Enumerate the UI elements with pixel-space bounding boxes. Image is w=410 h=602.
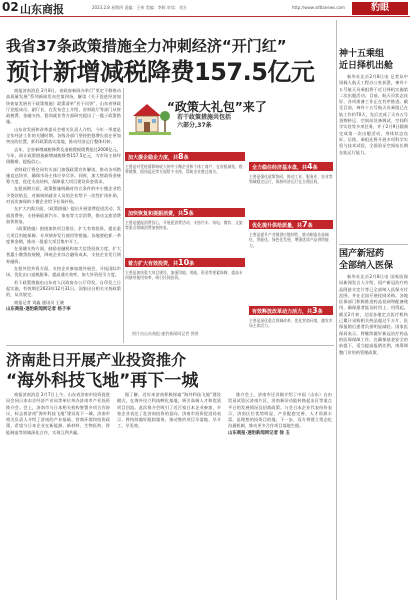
side-divider	[336, 20, 337, 600]
paper-name: 山东商报	[20, 3, 64, 16]
side-story-1-title: 神十五乘组 近日择机出舱	[339, 49, 394, 71]
date-line: 2023.2.8 星期四 责编：王伟 美编：李辉 审读：刘方	[92, 5, 187, 10]
second-byline: 山东商报·速豹新闻网记者 徐 玉	[228, 430, 290, 436]
house-tree-illustration	[129, 94, 171, 136]
body-paragraph: 去年，全省新增减税降费及退税缓税缓费超过2000亿元。今年，预计政策措施新增减税降费157.5亿元，为市场主体纾困解难、提振信心。	[6, 146, 121, 165]
policy-item-4-text: 主要是提升产业链供应链韧性，推动制造业高端化、智能化、绿色化发展，增强优质产品供给能力。	[249, 232, 329, 248]
side-story-1-body: 新华社北京2月8日电 记者从中国载人航天工程办公室获悉，神舟十五号航天员乘组将于近日择机实施第二次出舱活动。目前，航天员状态良好，各项准备工作正在有序推进。截至目前，神舟十五号航天员乘组已在轨工作约70天，先后完成了天舟五号货物转运、空间站设备调试、空间科学实验等多项任务，并于2月9日圆满完成第一次出舱活动，身体状态良好。后续，乘组还将开展多项科学实验与技术试验，全面验证空间站长期在轨运行能力。	[339, 74, 408, 155]
body-paragraph: 省财政厅将会同有关部门加强政策宣传解读，推动各项措施直达快享，确保市场主体应享尽享。同时，加大财政资金统筹力度，优化支出结构，保障重大项目建设资金需求。	[6, 166, 121, 185]
second-story-col1: 商报济南消息 2月7日上午，山东省济南市投资促进局会同日本东京经济产业局等单位举办济南市产业投资推介会。会上，济南市与日本相关机构签署多项合作协议，标志着济南“海外科技飞地”建设再下一城。济南市相关负责人介绍了济南的产业基础、营商环境和投资政策，希望与日本企业在新能源、新材料、生物医药、智能制造等领域深化合作，实现互利共赢。	[6, 392, 110, 435]
second-story-col2: 据了解，近年来济南积极探索“海外科技飞地”建设模式，在海外设立科技孵化基地，吸引高端人才和优质项目回流。此次推介会吸引了近百家日本企业参加，多家企业表达了赴济南投资的意向。济南市投资促进局表示，将持续做好跟踪服务，推动签约项目早落地、早开工、早见效。	[117, 392, 221, 429]
infographic-subtitle: 若干政策措施共包括 六部分,37条	[177, 114, 232, 129]
policy-item-2: 全力稳住经济基本盘，共4条	[249, 162, 333, 171]
side-story-2-title: 国产新冠药 全部纳入医保	[339, 249, 394, 271]
second-kicker: 济南赴日开展产业投资推介	[6, 351, 187, 369]
body-paragraph: 若干政策措施由山东省人民政府办公厅印发，自印发之日起实施，有效期至2023年12月31日。国家出台相关支持政策的，从其规定。	[6, 279, 121, 298]
body-paragraph: 商报记者 刘鑫 通讯员 王晓	[14, 299, 65, 305]
lead-byline: 山东商报·速豹新闻网记者 杨子李	[6, 306, 71, 312]
body-paragraph: 在扩大内需方面，《政策措施》提出开展消费促进活动，发放消费券，支持新能源汽车、家电等大宗消费，推动文旅消费加快恢复。	[6, 206, 121, 224]
lead-headline: 预计新增减税降费157.5亿元	[6, 58, 315, 86]
policy-item-5-text: 主要是加快重大项目建设，加强用地、用能、资金等要素保障，提高专项债券使用效率，吸引民间投资。	[125, 270, 243, 281]
site-url[interactable]: http://www.sdtlanews.com	[292, 5, 345, 10]
policy-item-5: 着力扩大有效投资，共10条	[125, 258, 245, 267]
column-divider	[123, 88, 124, 343]
section-stamp: 豹眼	[352, 2, 408, 15]
body-paragraph: 在稳预期方面，政策措施明确对符合条件的中小微企业给予贷款贴息，对新吸纳就业人员的企业给予一次性扩岗补助。对首次参保的小微企业给予社保补贴。	[6, 186, 121, 205]
infographic-caption: 图片由山东商报·速豹新闻网记者 供图	[132, 331, 199, 336]
policy-item-6-text: 主要是深化重点领域改革，优化营商环境，激发市场主体活力。	[249, 318, 333, 329]
second-story-col3: 推介会上，济南市还详细介绍了中国（山东）自由贸易试验区济南片区、济南新旧动能转换起步区等重点平台的发展情况及招商政策。与会日本企业代表纷纷表示，济南区位优势明显、产业配套完善、人才资源丰富，是理想的投资目的地。下一步，双方将建立常态化沟通机制，推动更多合作项目落地生根。 山东商报·速豹新闻网记者 徐 玉	[228, 392, 332, 436]
policy-item-4: 优化提升供给质量，共7条	[249, 220, 333, 229]
policy-item-3-text: 主要是提振消费信心，开展促消费活动，支持汽车、家电、餐饮、文旅等重点领域消费加快恢复。	[125, 220, 243, 231]
lead-kicker: 我省37条政策措施全力冲刺经济“开门红”	[6, 37, 287, 55]
policy-item-6: 有效释放改革动力活力，共3条	[249, 306, 333, 315]
side-divider-h	[339, 244, 408, 245]
body-paragraph: 在金融支持方面，鼓励金融机构加大信贷投放力度，扩大普惠小微贷款规模，降低企业综合融资成本，支持企业发行债券融资。	[6, 246, 121, 264]
policy-item-1-text: 主要是对受疫情影响较大的中小微企业和个体工商户，在房租减免、税费缓缴、稳岗返还等方面给予支持，帮助企业渡过难关。	[125, 164, 243, 175]
section-divider	[6, 345, 334, 346]
second-headline: “海外科技飞地”再下一城	[6, 371, 199, 391]
body-paragraph: 《政策措施》围绕加快项目建设、扩大有效投资，提出重大项目用地保障、专项债券发行使用等措施。各地要抢抓一季度黄金期，推动一批重大项目集中开工。	[6, 226, 121, 244]
lead-paragraph: 商报济南消息 2月8日，省政府新闻办举行“坚定不移推动高质量发展”系列新闻发布会第四场。解读《关于促进经济加快恢复发展若干政策措施》政策清单“若干问答”，山东省财政厅党组成员、副厅长，在发布会上介绍，省财政厅等部门从财政税费、金融支持、稳岗就业等方面研究提出了一揽子政策措施。	[6, 88, 121, 125]
policy-infographic	[125, 92, 333, 339]
infographic-title: “政策大礼包”来了	[167, 100, 267, 114]
policy-item-1: 加大援企稳企力度，共8条	[125, 152, 245, 161]
lead-story-col1	[6, 88, 121, 343]
side-story-2-body: 新华社北京2月8日电 国家医保局新闻发言人介绍，国产新冠治疗药品阿兹夫定片等已全部纳入医保支付范围，并在全国开展挂网采购。各地医保部门积极推进药品挂网和配备使用，确保患者能及时用上、用得起。截至2月初，全国各地定点医疗机构已累计采购相关药品超过千万片，医保报销后患者负担明显减轻。国家医保局表示，将继续做好新冠治疗药品的医保保障工作，在确保基金安全的前提下，适当提高报销比例，统筹调整门诊用药管理政策。	[339, 274, 408, 355]
policy-item-2-text: 主要是强化政策协同，推动工业、服务业、农业等领域稳定运行，保持经济运行在合理区间。	[249, 174, 333, 185]
masthead-bar	[0, 0, 410, 17]
body-paragraph: 在稳外贸外资方面，支持企业参加境外展会，开拓国际市场，优化出口退税服务，提高通关效率，加大外资招引力度。	[6, 266, 121, 278]
policy-item-3: 加快恢复和提振消费，共5条	[125, 208, 245, 217]
body-paragraph: 山东省发展和改革委员会相关负责人介绍，今年一季度是全年经济工作的关键时期。各级各部门坚持把稳增长放在更加突出的位置，抓好政策落实落地，推动经济运行整体好转。	[6, 126, 121, 145]
page-number: 02	[2, 0, 19, 14]
